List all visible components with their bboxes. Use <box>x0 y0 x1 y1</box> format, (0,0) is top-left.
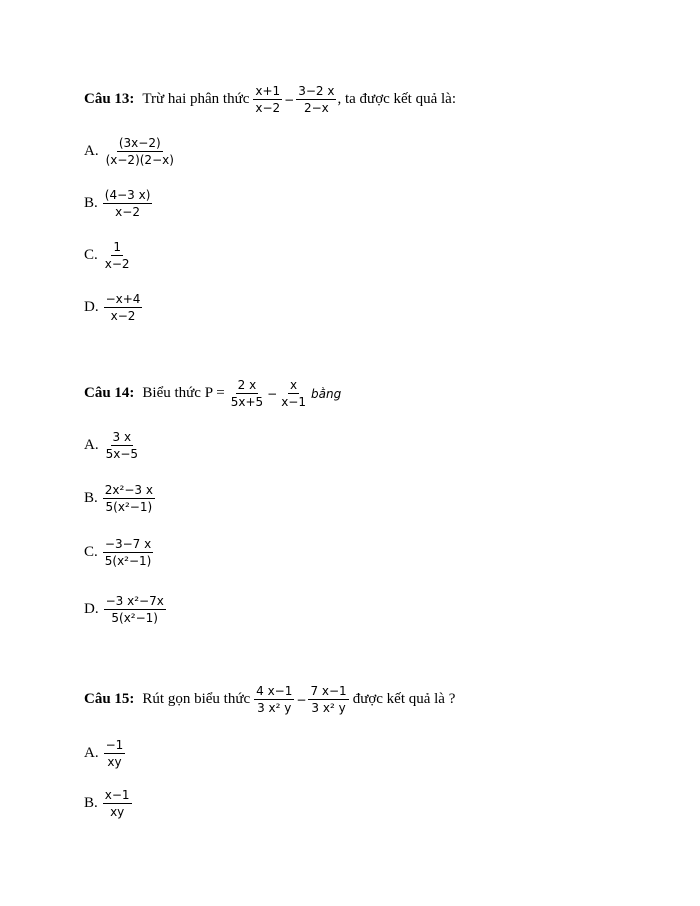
option-13-d[interactable] <box>84 292 143 323</box>
numerator: x <box>290 378 298 392</box>
question-text: Rút gọn biểu thức <box>142 691 251 707</box>
operator: − <box>284 92 295 107</box>
option-14-d[interactable] <box>84 594 167 625</box>
numerator: 7 x−1 <box>310 684 347 698</box>
fraction <box>104 738 126 769</box>
fraction <box>104 136 176 167</box>
fraction <box>103 537 154 568</box>
denominator: xy <box>107 755 122 769</box>
denominator: (x−2)(2−x) <box>105 153 174 167</box>
question-label: Câu 13: <box>84 91 135 107</box>
numerator: −3−7 x <box>104 537 152 551</box>
denominator: 5x−5 <box>105 447 139 461</box>
question-text-after: được kết quả là ? <box>352 691 456 707</box>
option-label: D. <box>84 601 99 617</box>
option-label: A. <box>84 143 99 159</box>
option-label: B. <box>84 490 98 506</box>
fraction <box>308 684 348 715</box>
option-label: B. <box>84 795 98 811</box>
question-text-after: bằng <box>311 386 342 401</box>
numerator: −3 x²−7x <box>105 594 164 608</box>
option-13-a[interactable] <box>84 136 177 167</box>
denominator: 5x+5 <box>230 395 264 409</box>
option-13-c[interactable] <box>84 240 133 271</box>
option-14-a[interactable] <box>84 430 141 461</box>
fraction <box>103 188 153 219</box>
fraction <box>229 378 265 409</box>
question-15 <box>84 684 458 715</box>
option-label: A. <box>84 745 99 761</box>
fraction <box>104 430 140 461</box>
option-label: D. <box>84 299 99 315</box>
numerator: (3x−2) <box>118 136 161 150</box>
numerator: 3−2 x <box>298 84 335 98</box>
option-label: C. <box>84 544 98 560</box>
question-text-after: , ta được kết quả là: <box>337 91 457 107</box>
option-15-b[interactable] <box>84 788 133 819</box>
numerator: (4−3 x) <box>104 188 151 202</box>
option-14-c[interactable] <box>84 537 154 568</box>
numerator: 2x²−3 x <box>104 483 153 497</box>
denominator: x−2 <box>110 309 136 323</box>
operator: − <box>296 692 307 707</box>
denominator: 2−x <box>303 101 329 115</box>
denominator: 3 x² y <box>257 701 292 715</box>
numerator: x+1 <box>255 84 281 98</box>
denominator: x−2 <box>104 257 130 271</box>
denominator: xy <box>110 805 125 819</box>
numerator: x−1 <box>104 788 130 802</box>
denominator: 3 x² y <box>311 701 346 715</box>
denominator: 5(x²−1) <box>111 611 158 625</box>
numerator: 4 x−1 <box>256 684 293 698</box>
option-14-b[interactable] <box>84 483 156 514</box>
fraction <box>253 84 282 115</box>
fraction <box>104 292 143 323</box>
option-label: A. <box>84 437 99 453</box>
denominator: x−1 <box>281 395 306 409</box>
operator: − <box>267 386 278 401</box>
numerator: 1 <box>113 240 121 254</box>
numerator: −1 <box>105 738 124 752</box>
fraction <box>279 378 308 409</box>
numerator: 2 x <box>237 378 257 392</box>
question-label: Câu 14: <box>84 385 135 401</box>
option-label: B. <box>84 195 98 211</box>
denominator: 5(x²−1) <box>105 500 153 514</box>
denominator: x−2 <box>255 101 281 115</box>
fraction <box>103 240 132 271</box>
option-15-a[interactable] <box>84 738 126 769</box>
fraction <box>254 684 294 715</box>
question-text: Biểu thức P = <box>142 385 225 401</box>
numerator: 3 x <box>112 430 132 444</box>
question-text: Trừ hai phân thức <box>142 91 250 107</box>
numerator: −x+4 <box>105 292 141 306</box>
fraction <box>103 788 132 819</box>
denominator: 5(x²−1) <box>104 554 152 568</box>
fraction <box>103 483 155 514</box>
question-13 <box>84 84 456 115</box>
question-14 <box>84 378 341 409</box>
question-label: Câu 15: <box>84 691 135 707</box>
denominator: x−2 <box>115 205 140 219</box>
option-label: C. <box>84 247 98 263</box>
option-13-b[interactable] <box>84 188 153 219</box>
fraction <box>296 84 336 115</box>
fraction <box>104 594 166 625</box>
